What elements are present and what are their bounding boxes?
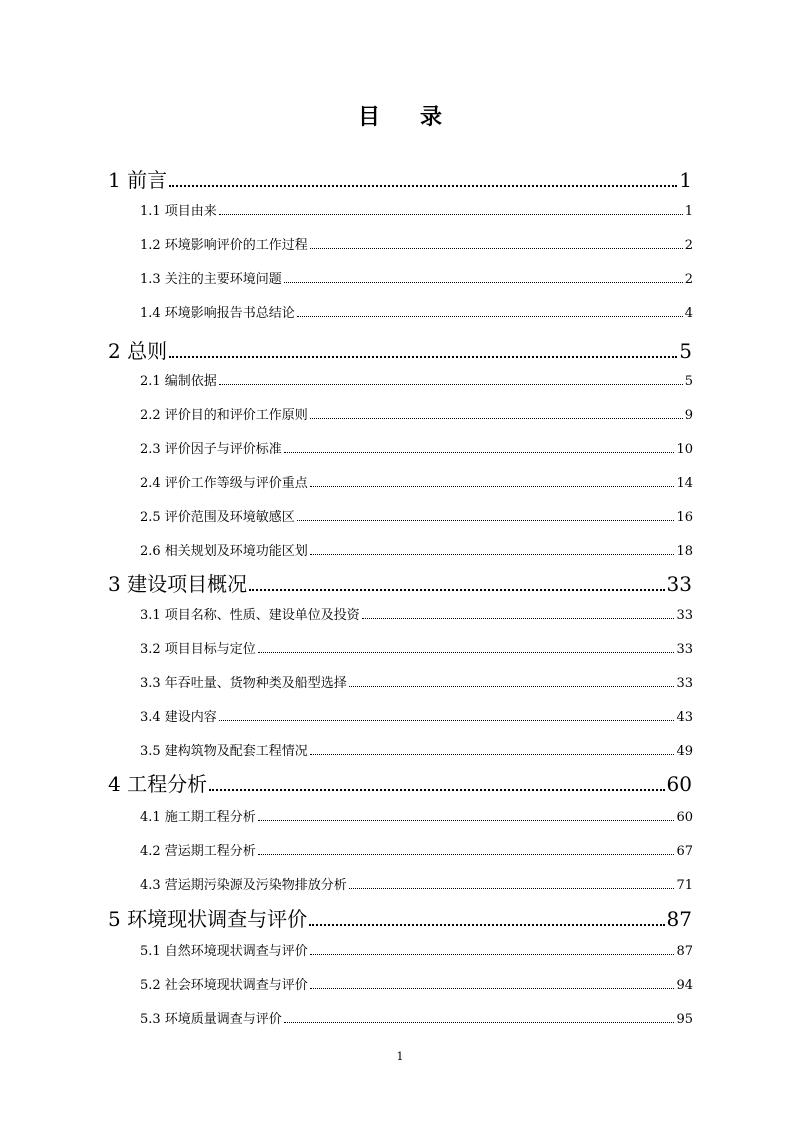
toc-entry-label: 1.3 关注的主要环境问题	[140, 272, 282, 287]
toc-entry-label: 2.3 评价因子与评价标准	[140, 442, 282, 457]
toc-section-entry[interactable]	[140, 540, 693, 559]
toc-entry-page: 5	[679, 339, 692, 363]
toc-entry-label: 2.2 评价目的和评价工作原则	[140, 408, 308, 423]
toc-entry-page: 1	[679, 168, 692, 192]
toc-entry-label: 5.2 社会环境现状调查与评价	[140, 978, 308, 993]
toc-entry-label: 3.2 项目目标与定位	[140, 642, 256, 657]
toc-entry-label: 4 工程分析	[108, 772, 208, 796]
toc-chapter-entry[interactable]	[108, 335, 692, 364]
toc-entry-page: 60	[676, 810, 693, 825]
toc-entry-label: 3.1 项目名称、性质、建设单位及投资	[140, 608, 360, 623]
dot-leader	[349, 876, 675, 889]
toc-section-entry[interactable]	[140, 840, 693, 859]
toc-entry-page: 43	[676, 710, 693, 725]
toc-entry-page: 33	[676, 608, 693, 623]
page-title: 目录	[357, 105, 482, 130]
toc-entry-page: 87	[666, 907, 692, 931]
toc-section-entry[interactable]	[140, 370, 693, 389]
toc-entry-label: 2.5 评价范围及环境敏感区	[140, 510, 295, 525]
toc-entry-label: 5.1 自然环境现状调查与评价	[140, 944, 308, 959]
toc-chapter-entry[interactable]	[108, 568, 692, 597]
dot-leader	[310, 474, 675, 487]
toc-entry-label: 3 建设项目概况	[108, 572, 248, 596]
toc-entry-page: 49	[676, 744, 693, 759]
dot-leader	[219, 202, 683, 215]
toc-entry-page: 2	[684, 238, 693, 253]
dot-leader	[310, 236, 683, 249]
toc-entry-page: 60	[666, 772, 692, 796]
dot-leader	[310, 942, 675, 955]
toc-entry-page: 71	[676, 878, 693, 893]
toc-entry-label: 3.5 建构筑物及配套工程情况	[140, 744, 308, 759]
toc-section-entry[interactable]	[140, 940, 693, 959]
dot-leader	[309, 906, 664, 926]
dot-leader	[310, 406, 683, 419]
dot-leader	[169, 167, 677, 187]
toc-entry-page: 9	[684, 408, 693, 423]
dot-leader	[297, 508, 675, 521]
toc-section-entry[interactable]	[140, 1008, 693, 1027]
toc-section-entry[interactable]	[140, 874, 693, 893]
toc-entry-page: 18	[676, 544, 693, 559]
toc-entry-label: 5.3 环境质量调查与评价	[140, 1012, 282, 1027]
toc-entry-label: 1.4 环境影响报告书总结论	[140, 306, 295, 321]
toc-entry-page: 95	[676, 1012, 693, 1027]
toc-entry-page: 87	[676, 944, 693, 959]
toc-entry-page: 1	[684, 204, 693, 219]
toc-section-entry[interactable]	[140, 234, 693, 253]
toc-entry-page: 10	[676, 442, 693, 457]
dot-leader	[297, 304, 683, 317]
dot-leader	[258, 640, 675, 653]
toc-entry-page: 33	[676, 642, 693, 657]
toc-entry-label: 3.4 建设内容	[140, 710, 217, 725]
toc-section-entry[interactable]	[140, 638, 693, 657]
toc-section-entry[interactable]	[140, 740, 693, 759]
toc-entry-label: 1.2 环境影响评价的工作过程	[140, 238, 308, 253]
dot-leader	[219, 372, 683, 385]
dot-leader	[284, 440, 675, 453]
toc-entry-label: 4.1 施工期工程分析	[140, 810, 256, 825]
toc-section-entry[interactable]	[140, 974, 693, 993]
toc-section-entry[interactable]	[140, 438, 693, 457]
dot-leader	[284, 270, 683, 283]
toc-section-entry[interactable]	[140, 604, 693, 623]
toc-entry-page: 16	[676, 510, 693, 525]
dot-leader	[258, 842, 675, 855]
toc-section-entry[interactable]	[140, 506, 693, 525]
dot-leader	[209, 771, 664, 791]
toc-entry-label: 4.3 营运期污染源及污染物排放分析	[140, 878, 347, 893]
toc-entry-page: 33	[676, 676, 693, 691]
toc-section-entry[interactable]	[140, 268, 693, 287]
dot-leader	[169, 338, 677, 358]
toc-entry-label: 1 前言	[108, 168, 168, 192]
toc-entry-label: 2.4 评价工作等级与评价重点	[140, 476, 308, 491]
toc-section-entry[interactable]	[140, 302, 693, 321]
toc-entry-page: 94	[676, 978, 693, 993]
toc-entry-page: 33	[666, 572, 692, 596]
toc-entry-label: 2.6 相关规划及环境功能区划	[140, 544, 308, 559]
toc-entry-label: 1.1 项目由来	[140, 204, 217, 219]
toc-section-entry[interactable]	[140, 200, 693, 219]
dot-leader	[362, 606, 675, 619]
dot-leader	[310, 742, 675, 755]
dot-leader	[310, 976, 675, 989]
toc-entry-page: 5	[684, 374, 693, 389]
toc-chapter-entry[interactable]	[108, 164, 692, 193]
toc-chapter-entry[interactable]	[108, 768, 692, 797]
page-number: 1	[396, 1050, 404, 1063]
toc-section-entry[interactable]	[140, 806, 693, 825]
toc-entry-page: 2	[684, 272, 693, 287]
toc-entry-label: 2.1 编制依据	[140, 374, 217, 389]
dot-leader	[258, 808, 675, 821]
dot-leader	[310, 542, 675, 555]
dot-leader	[284, 1010, 675, 1023]
dot-leader	[249, 571, 664, 591]
toc-entry-page: 4	[684, 306, 693, 321]
toc-section-entry[interactable]	[140, 672, 693, 691]
dot-leader	[349, 674, 675, 687]
toc-entry-page: 67	[676, 844, 693, 859]
toc-entry-label: 2 总则	[108, 339, 168, 363]
toc-section-entry[interactable]	[140, 404, 693, 423]
toc-entry-page: 14	[676, 476, 693, 491]
toc-entry-label: 5 环境现状调查与评价	[108, 907, 308, 931]
toc-entry-label: 3.3 年吞吐量、货物种类及船型选择	[140, 676, 347, 691]
dot-leader	[219, 708, 675, 721]
toc-chapter-entry[interactable]	[108, 903, 692, 932]
toc-entry-label: 4.2 营运期工程分析	[140, 844, 256, 859]
toc-section-entry[interactable]	[140, 706, 693, 725]
toc-section-entry[interactable]	[140, 472, 693, 491]
